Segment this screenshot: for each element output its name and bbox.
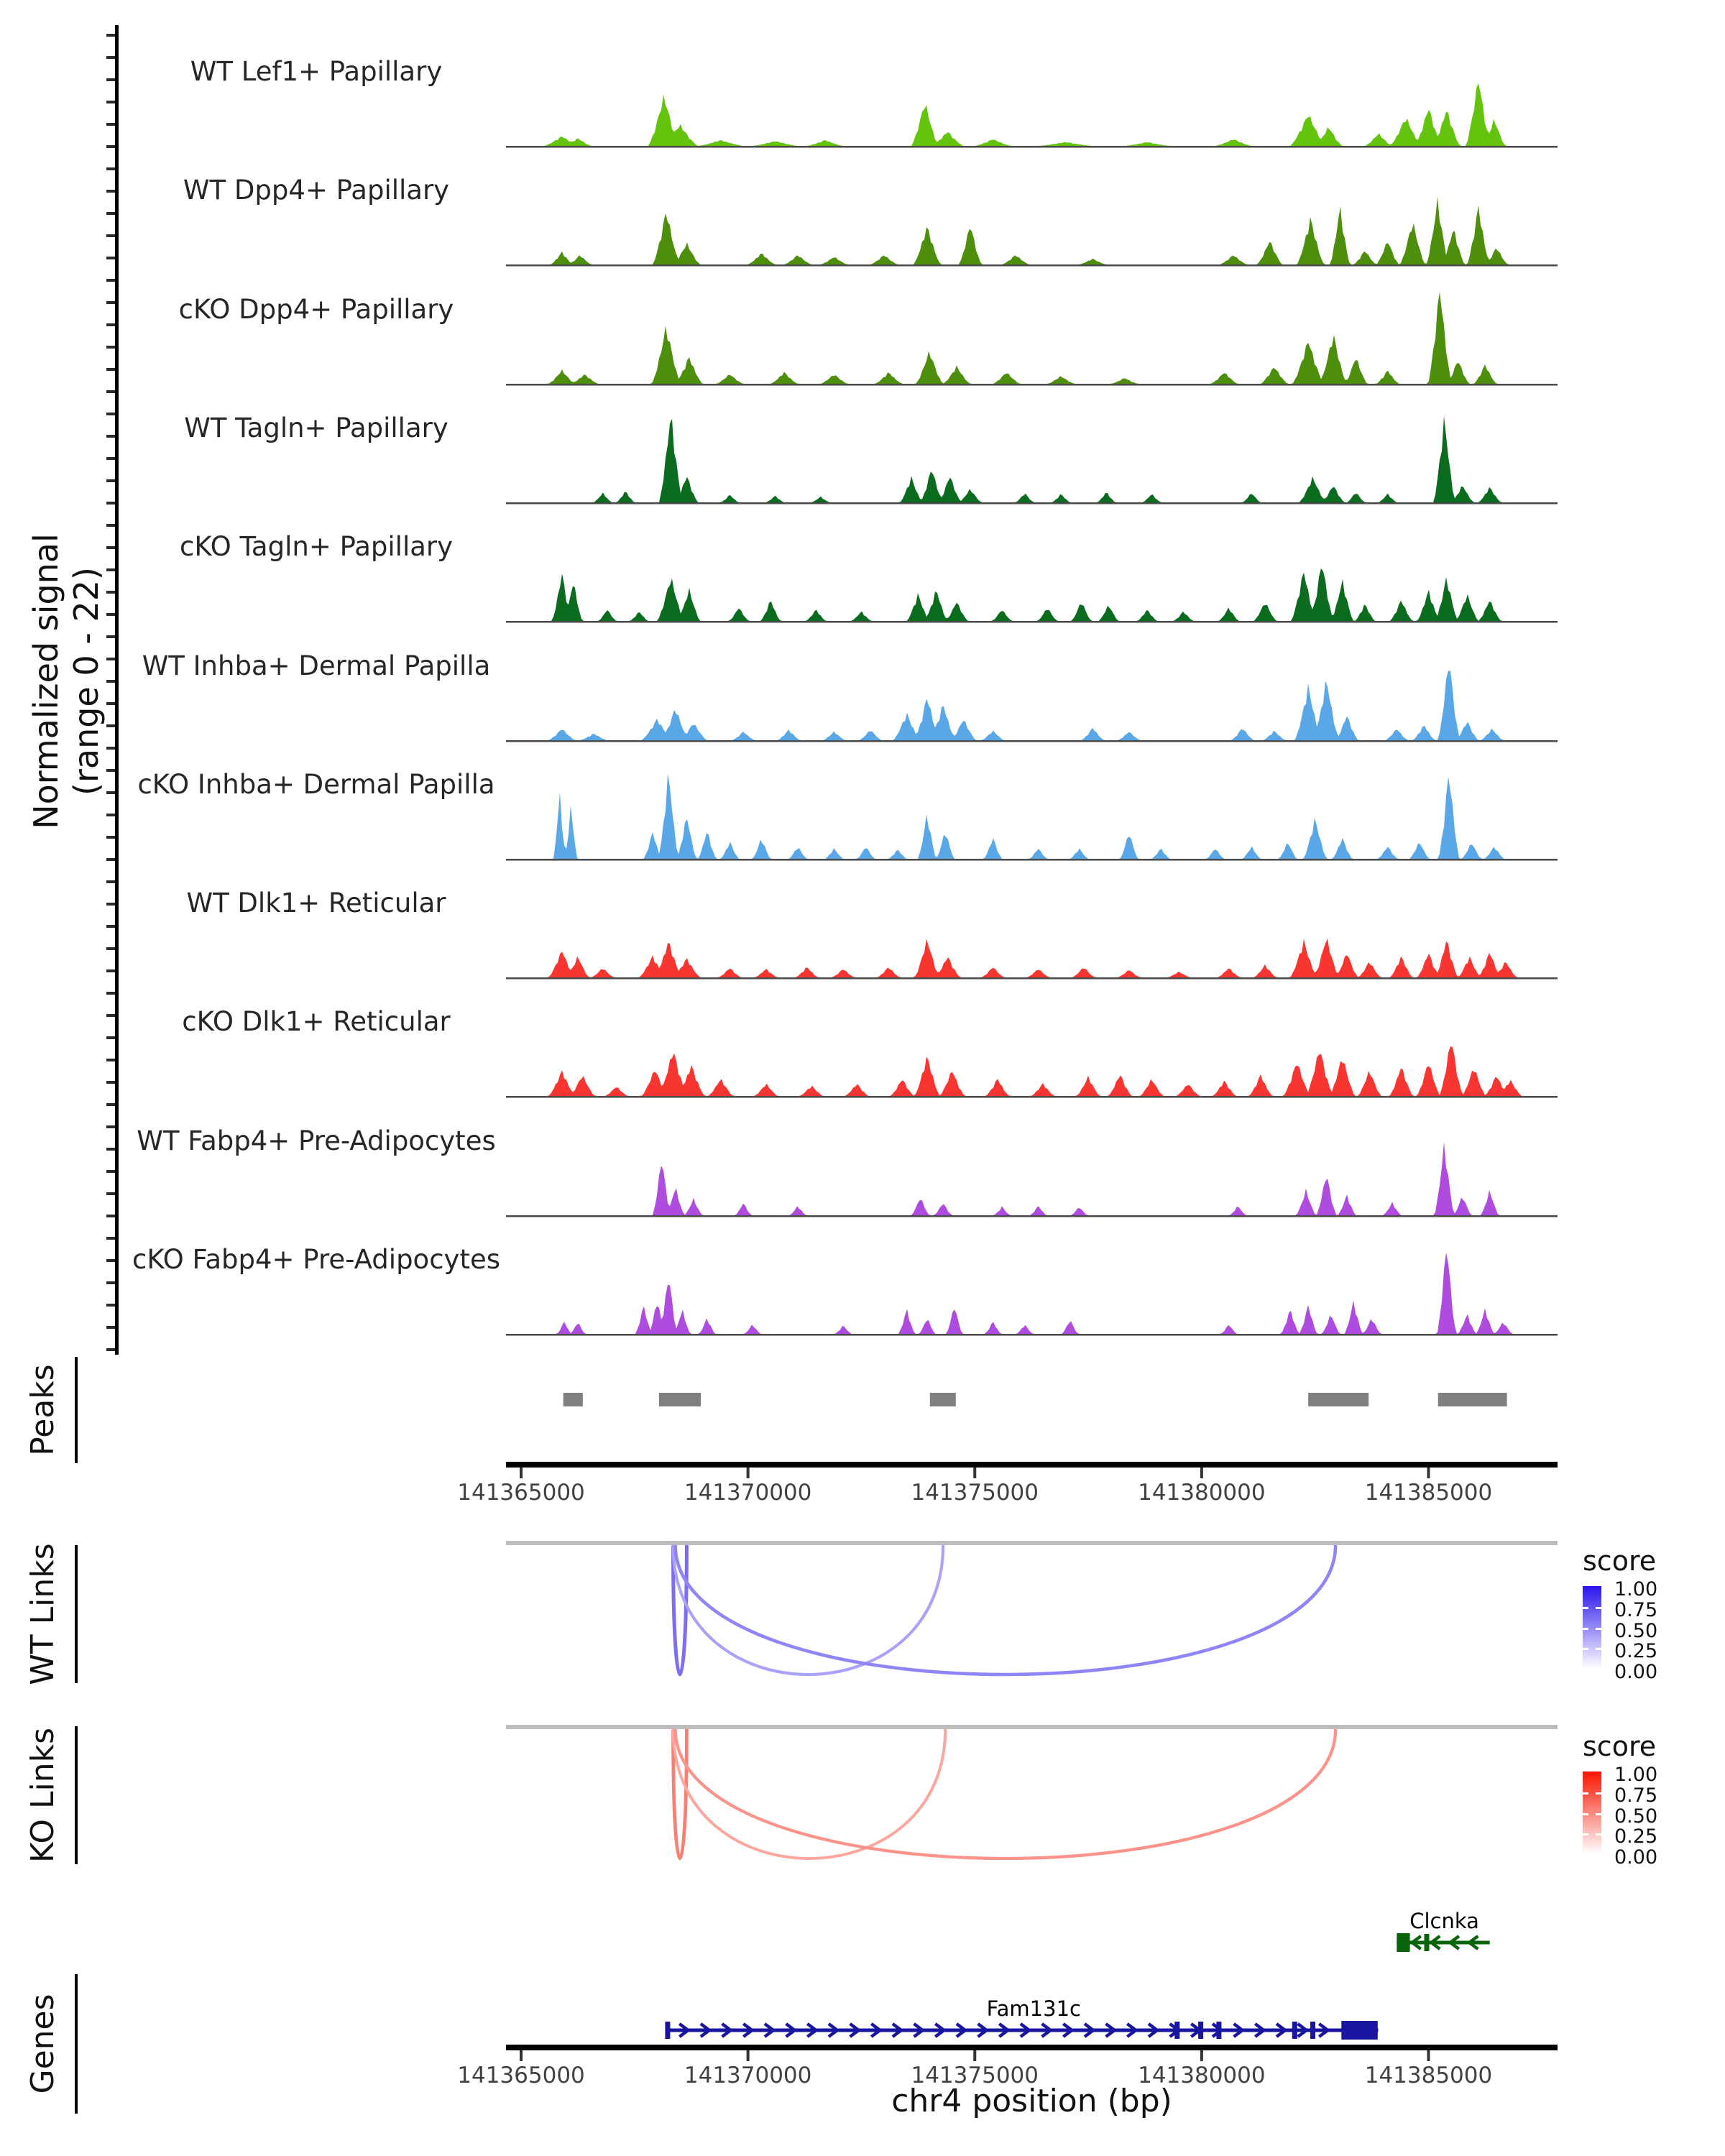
gradient-tick bbox=[1583, 1648, 1588, 1650]
coverage-track-row bbox=[0, 1098, 1725, 1217]
score-legend-label: 0.75 bbox=[1614, 1784, 1658, 1807]
gradient-tick bbox=[1583, 1628, 1588, 1630]
coverage-signal bbox=[506, 742, 1558, 861]
axis-tick-label: 141380000 bbox=[1138, 2063, 1266, 2088]
genome-axis-top bbox=[457, 1459, 1558, 1516]
axis-tick bbox=[520, 2050, 523, 2061]
wt-score-legend-title: score bbox=[1583, 1545, 1657, 1577]
axis-tick bbox=[520, 1468, 523, 1478]
exon-tick bbox=[665, 2022, 670, 2039]
track-label: WT Lef1+ Papillary bbox=[190, 56, 443, 87]
gradient-tick bbox=[1583, 1607, 1588, 1609]
gradient-tick bbox=[1596, 1648, 1601, 1650]
peaks-track bbox=[506, 1387, 1558, 1416]
score-legend-label: 0.75 bbox=[1614, 1598, 1658, 1621]
wt-links-section-label: WT Links bbox=[24, 1543, 61, 1685]
gene-model bbox=[1397, 1909, 1489, 1952]
wt-links-arcs bbox=[506, 1545, 1558, 1685]
axis-tick-label: 141375000 bbox=[911, 2063, 1039, 2088]
gene-name-label: Fam131c bbox=[986, 1996, 1081, 2021]
axis-tick-label: 141370000 bbox=[684, 2063, 812, 2088]
score-legend-label: 1.00 bbox=[1614, 1764, 1658, 1786]
coverage-signal bbox=[506, 504, 1558, 623]
coverage-track-row bbox=[0, 29, 1725, 147]
gradient-tick bbox=[1583, 1813, 1588, 1815]
track-label: cKO Dpp4+ Papillary bbox=[178, 293, 454, 325]
gradient-tick bbox=[1596, 1833, 1601, 1835]
exon-tick bbox=[1310, 2022, 1315, 2039]
link-arc bbox=[676, 1729, 1336, 1858]
axis-tick bbox=[973, 1468, 976, 1478]
peak-interval bbox=[659, 1393, 701, 1406]
gene-models bbox=[506, 1904, 1558, 2042]
coverage-track-row bbox=[0, 267, 1725, 385]
coverage-track-row bbox=[0, 504, 1725, 622]
track-label: WT Tagln+ Papillary bbox=[184, 412, 448, 443]
axis-tick bbox=[973, 2050, 976, 2061]
score-legend-label: 1.00 bbox=[1614, 1578, 1658, 1600]
coverage-signal bbox=[506, 385, 1558, 505]
track-label: WT Dlk1+ Reticular bbox=[186, 888, 446, 919]
track-label: cKO Dlk1+ Reticular bbox=[182, 1006, 451, 1038]
coverage-signal bbox=[506, 147, 1558, 267]
gene-name-label: Clcnka bbox=[1409, 1909, 1479, 1933]
gradient-tick bbox=[1596, 1792, 1601, 1795]
genes-section-label: Genes bbox=[24, 1994, 61, 2094]
axis-tick-label: 141385000 bbox=[1364, 2063, 1493, 2088]
peaks-section-label: Peaks bbox=[24, 1364, 61, 1456]
axis-tick-label: 141365000 bbox=[457, 2063, 585, 2088]
gradient-tick bbox=[1583, 1792, 1588, 1795]
axis-tick-label: 141385000 bbox=[1364, 1480, 1493, 1506]
axis-tick-label: 141370000 bbox=[684, 1480, 812, 1506]
track-label: cKO Fabp4+ Pre-Adipocytes bbox=[132, 1244, 500, 1275]
axis-tick bbox=[1427, 1468, 1430, 1478]
axis-tick-label: 141375000 bbox=[911, 1480, 1039, 1506]
gradient-tick bbox=[1596, 1628, 1601, 1630]
score-legend-label: 0.25 bbox=[1614, 1640, 1658, 1663]
peak-interval bbox=[1308, 1393, 1368, 1406]
gene-model bbox=[665, 1996, 1378, 2040]
y-axis-label-line2: (range 0 - 22) bbox=[67, 567, 106, 796]
score-legend-label: 0.00 bbox=[1614, 1846, 1658, 1869]
gradient-tick bbox=[1583, 1833, 1588, 1835]
peak-interval bbox=[1438, 1393, 1507, 1406]
link-arc bbox=[676, 1545, 1336, 1674]
score-gradient-bar bbox=[1583, 1772, 1601, 1854]
coverage-signal bbox=[506, 267, 1558, 386]
axis-tick bbox=[1200, 1468, 1203, 1478]
coverage-signal bbox=[506, 979, 1558, 1098]
coverage-signal bbox=[506, 1098, 1558, 1217]
coverage-track-row bbox=[0, 979, 1725, 1097]
exon-tick bbox=[1425, 1934, 1430, 1951]
ko-links-section-label: KO Links bbox=[24, 1727, 61, 1864]
coverage-track-row bbox=[0, 385, 1725, 504]
coverage-track-row bbox=[0, 623, 1725, 742]
coverage-signal bbox=[506, 29, 1558, 148]
track-label: WT Inhba+ Dermal Papilla bbox=[142, 650, 491, 681]
exon-tick bbox=[1292, 2022, 1297, 2039]
gradient-tick bbox=[1596, 1607, 1601, 1609]
y-axis-label-line1: Normalized signal bbox=[27, 533, 65, 829]
axis-tick bbox=[747, 1468, 750, 1478]
score-gradient-bar bbox=[1583, 1586, 1601, 1669]
coverage-signal bbox=[506, 623, 1558, 742]
coverage-track-row bbox=[0, 1217, 1725, 1335]
axis-tick bbox=[1427, 2050, 1430, 2061]
coverage-signal bbox=[506, 860, 1558, 980]
gradient-tick bbox=[1596, 1813, 1601, 1815]
peak-interval bbox=[930, 1393, 956, 1406]
track-label: WT Dpp4+ Papillary bbox=[183, 175, 450, 206]
track-label: cKO Inhba+ Dermal Papilla bbox=[137, 768, 495, 800]
peaks-bracket bbox=[75, 1357, 78, 1463]
wt-links-bracket bbox=[75, 1545, 78, 1683]
genes-bracket bbox=[75, 1974, 78, 2114]
score-legend-label: 0.50 bbox=[1614, 1805, 1658, 1828]
track-label: WT Fabp4+ Pre-Adipocytes bbox=[137, 1125, 496, 1156]
axis-tick-label: 141380000 bbox=[1138, 1480, 1266, 1506]
ruler-tick bbox=[106, 1348, 115, 1351]
coverage-track-row bbox=[0, 742, 1725, 860]
peak-interval bbox=[564, 1393, 583, 1406]
coverage-track-row bbox=[0, 147, 1725, 266]
track-label: cKO Tagln+ Papillary bbox=[179, 531, 454, 563]
score-legend-label: 0.50 bbox=[1614, 1619, 1658, 1642]
ko-links-arcs bbox=[506, 1729, 1558, 1866]
coverage-track-row bbox=[0, 860, 1725, 979]
axis-tick bbox=[747, 2050, 750, 2061]
ko-score-legend-title: score bbox=[1583, 1731, 1657, 1762]
axis-tick bbox=[1200, 2050, 1203, 2061]
axis-tick-label: 141365000 bbox=[457, 1480, 585, 1506]
x-axis-title: chr4 position (bp) bbox=[891, 2083, 1172, 2119]
score-legend-label: 0.25 bbox=[1614, 1825, 1658, 1848]
ko-links-bracket bbox=[75, 1726, 78, 1864]
coverage-signal bbox=[506, 1217, 1558, 1336]
score-legend-label: 0.00 bbox=[1614, 1661, 1658, 1683]
